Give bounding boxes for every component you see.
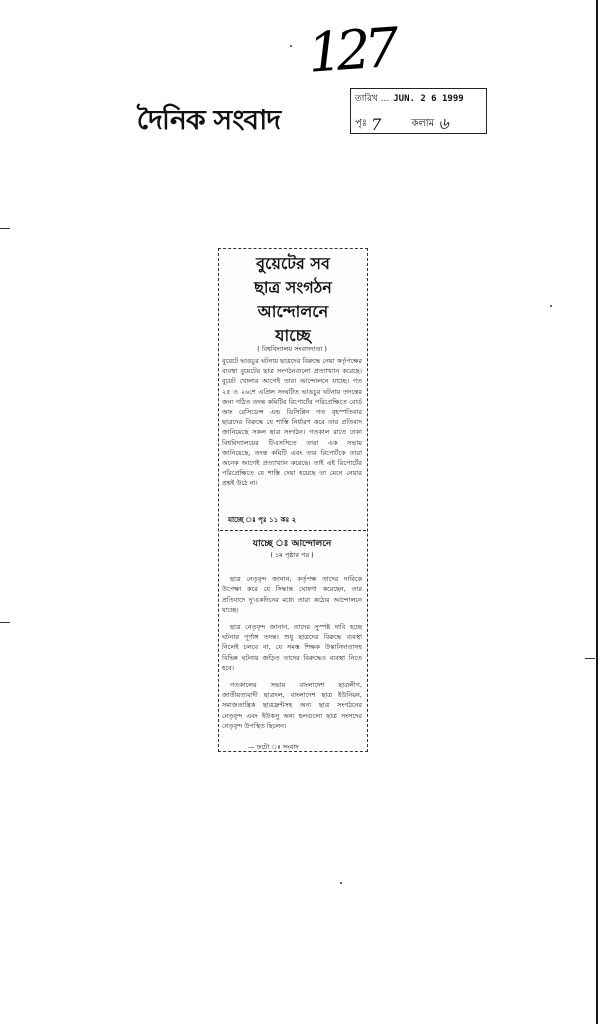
stamp-column-label: কলাম [411, 118, 435, 129]
continuation-paragraph: ছাত্র নেতৃবৃন্দ জানান, তাদের সুস্পষ্ট দাবি হচ্ছে ঘটনার পূর্ণাঙ্গ তদন্ত। শুধু ছাত্রদের বিরুদ্ধে ব্যবস্থা নিলেই চলবে না, যে সমস্ত শিক্ষক উস্কানিদাতাসহ বিভিন্ন ঘটনায় জড়িত তাদের বিরুদ্ধেও ব্যবস্থা নিতে হবে। [222, 622, 362, 673]
scan-speck [340, 882, 342, 884]
headline-line: আন্দোলনে [257, 302, 329, 321]
fold-mark [0, 228, 10, 229]
headline-line: যাচ্ছে [275, 326, 311, 345]
scan-speck [290, 45, 292, 47]
stamp-date-row [355, 91, 464, 106]
scan-speck [550, 305, 552, 307]
date-stamp [350, 88, 487, 134]
clipping-byline: ( বিশ্ববিদ্যালয় সংবাদদাতা ) [257, 345, 327, 353]
newspaper-masthead: দৈনিক সংবাদ [136, 105, 281, 136]
page-edge-line [596, 0, 598, 1024]
stamp-page-value: 7 [371, 115, 382, 134]
clipping-headline [224, 252, 362, 348]
fold-mark [0, 622, 10, 623]
continuation-body [222, 574, 362, 744]
stamp-date-value: JUN. 2 6 1999 [393, 93, 464, 104]
clipping-divider [220, 530, 366, 532]
clipping-footer: — ফটো ঃ সংবাদ [248, 743, 299, 751]
continued-on-note: যাচ্ছে ঃ পৃঃ ১১ কঃ ২ [228, 516, 297, 524]
headline-line: বুয়েটের সব [256, 254, 330, 273]
stamp-page-row [355, 111, 449, 138]
stamp-date-label: তারিখ ... [355, 94, 390, 104]
continuation-headline: যাচ্ছে ঃ আন্দোলনে [252, 539, 332, 549]
stamp-page-label: পৃঃ [355, 118, 368, 129]
fold-mark [585, 658, 595, 659]
clipping-body: বুয়েটে ভাঙচুর ঘটনায় ছাত্রদের বিরুদ্ধে নেয়া কর্তৃপক্ষের ব্যবস্থা বুয়েটের ছাত্র সংগঠনগুলো প্রত্যাখ্যান করেছে। বুয়েট খোলার আগেই তারা আন্দোলনে যাচ্ছে। গত ২৫ ও ২৬শে এপ্রিল সংঘটিত ভাঙচুর ঘটনায় তদন্তের জন্য গঠিত তদন্ত কমিটির রিপোর্টের পরিপ্রেক্ষিতে বোর্ড অফ রেসিডেন্স এন্ড ডিসিপ্লিন গত বৃহস্পতিবার ছাত্রদের বিরুদ্ধে যে শাস্তি নির্ধারণ করে তার প্রতিবাদ জানিয়েছে সকল ছাত্র সংগঠন। গতকাল রাতে ঢাকা বিশ্ববিদ্যালয়ের টিএসসিতে তারা এক সভায় জানিয়েছে, তদন্ত কমিটি এবং তার রিপোর্টকে তারা অনেক আগেই প্রত্যাখ্যান করেছে। তাই এই রিপোর্টের পরিপ্রেক্ষিতে যে শাস্তি দেয়া হয়েছে তা মেনে নেয়ার প্রশ্নই উঠে না। [222, 357, 362, 488]
continuation-paragraph: ছাত্র নেতৃবৃন্দ জানান, কর্তৃপক্ষ তাদের দাবিকে উপেক্ষা করে যে সিদ্ধান্ত ঘোষণা করেছেন, তার প্রতিবাদে দু'একদিনের মধ্যে তারা কঠোর আন্দোলনে যাচ্ছে। [222, 575, 362, 615]
continuation-paragraph: গতকালের সভায় বাংলাদেশ ছাত্রলীগ, জাতীয়তাবাদী ছাত্রদল, বাংলাদেশ ছাত্র ইউনিয়ন, সমাজতান্ত্রিক ছাত্রফ্রন্টসহ অন্য ছাত্র সংগঠনের নেতৃবৃন্দ এবং ইউকসু অন্য হলগুলো ছাত্র সংসদের নেতৃবৃন্দ উপস্থিত ছিলেন। [222, 680, 362, 731]
headline-line: ছাত্র সংগঠন [254, 278, 332, 297]
handwritten-archive-number: 127 [305, 15, 396, 85]
continuation-subtitle: ( ১ম পৃষ্ঠার পর ) [270, 551, 314, 559]
stamp-column-value: ৬ [438, 114, 449, 133]
newspaper-clipping [218, 248, 368, 752]
